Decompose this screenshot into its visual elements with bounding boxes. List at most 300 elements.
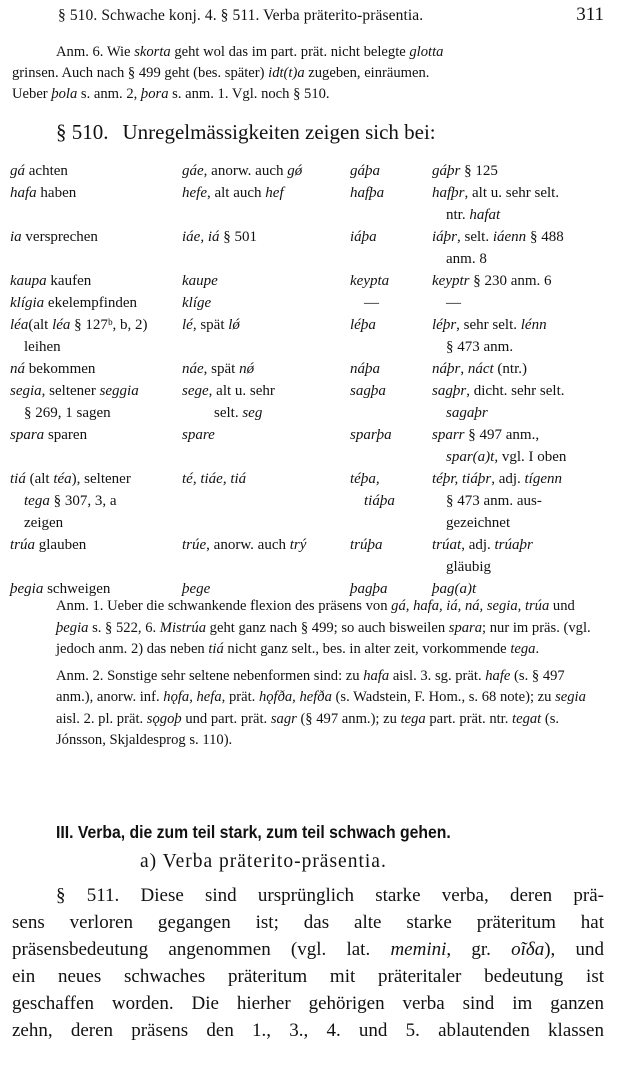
text-run: leihen xyxy=(24,339,61,355)
verb-row xyxy=(10,292,604,314)
cell-line xyxy=(350,358,432,380)
text-run: sǫgoþ xyxy=(146,710,182,727)
text-run: (s. § 497 anm.), anorw. inf. xyxy=(56,667,565,705)
text-run: ná xyxy=(10,361,25,377)
verb-cell xyxy=(350,468,432,534)
text-run: gezeichnet xyxy=(446,515,511,531)
text-run: hafe xyxy=(485,667,511,684)
verb-cell xyxy=(350,270,432,292)
cell-line xyxy=(432,248,604,270)
cell-line xyxy=(432,490,604,512)
text-run: , alt u. sehr selt. xyxy=(464,185,560,201)
text-run: sege xyxy=(182,383,209,399)
verb-cell xyxy=(10,270,182,292)
text-run: ein neues schwaches präteritum mit präteritaler bedeutung ist xyxy=(12,966,604,987)
verb-row xyxy=(10,270,604,292)
verb-cell xyxy=(182,314,350,358)
text-run: klígia xyxy=(10,295,45,311)
verb-forms-table xyxy=(10,160,604,600)
verb-cell xyxy=(432,358,604,380)
verb-cell xyxy=(432,182,604,226)
cell-line xyxy=(10,490,182,512)
text-run: — xyxy=(364,295,379,311)
text-run: þola xyxy=(51,86,78,102)
verb-cell xyxy=(350,380,432,424)
cell-line xyxy=(432,182,604,204)
text-run: trý xyxy=(289,537,307,553)
text-run: , xyxy=(460,361,468,377)
verb-cell xyxy=(350,182,432,226)
verb-cell xyxy=(10,534,182,578)
verb-cell xyxy=(432,226,604,270)
cell-line xyxy=(350,292,432,314)
text-run: , gr. xyxy=(446,939,512,960)
text-run: trúaþr xyxy=(494,537,533,553)
cell-line xyxy=(432,534,604,556)
text-run: aisl. 2. pl. prät. xyxy=(56,710,147,727)
cell-line xyxy=(432,468,604,490)
cell-line xyxy=(10,160,182,182)
section-510-heading xyxy=(56,120,436,145)
text-run: , seltener xyxy=(41,383,100,399)
text-run: Mistrúa xyxy=(159,619,207,636)
text-run: , dicht. sehr selt. xyxy=(466,383,565,399)
running-head-title: § 510. Schwache konj. 4. § 511. Verba präterito-präsentia. xyxy=(58,7,424,24)
text-run: idt(t)a xyxy=(268,65,305,81)
cell-line xyxy=(350,160,432,182)
text-run: iáþa xyxy=(350,229,377,245)
text-run: glauben xyxy=(35,537,87,553)
text-run: trúþa xyxy=(350,537,383,553)
text-run: hafa xyxy=(363,667,390,684)
notes-510 xyxy=(12,596,604,757)
cell-line xyxy=(182,314,350,336)
text-run: segia xyxy=(555,689,586,705)
text-run: und xyxy=(549,598,575,614)
cell-line xyxy=(350,226,432,248)
cell-line xyxy=(432,556,604,578)
cell-line xyxy=(182,182,350,204)
text-run: § 307, 3, a xyxy=(49,493,117,509)
text-run: skorta xyxy=(134,44,171,60)
cell-line xyxy=(182,160,350,182)
text-run: Anm. 2. Sonstige sehr seltene nebenformen sind: zu xyxy=(56,667,364,684)
cell-line xyxy=(10,270,182,292)
text-line xyxy=(12,963,604,990)
text-run: Anm. 6. Wie xyxy=(56,44,135,60)
text-run: , alt auch xyxy=(206,185,266,201)
text-run: , sehr selt. xyxy=(456,317,521,333)
verb-cell xyxy=(182,160,350,182)
text-run: trúat xyxy=(432,537,462,553)
text-run: präsensbedeutung angenommen (vgl. lat. xyxy=(12,939,391,960)
cell-line xyxy=(432,380,604,402)
text-run: hafþa xyxy=(350,185,385,201)
text-run: gáe xyxy=(182,163,204,179)
text-run: téþr, tiáþr xyxy=(432,471,492,487)
text-run: náþr xyxy=(432,361,461,377)
text-run: iáe, iá xyxy=(182,229,220,245)
text-run: , alt u. sehr xyxy=(208,383,275,399)
verb-cell xyxy=(432,424,604,468)
text-run: , spät xyxy=(192,317,229,333)
text-run: anm. 8 xyxy=(446,251,487,267)
text-run: haben xyxy=(36,185,77,201)
cell-line xyxy=(350,182,432,204)
text-run: , selt. xyxy=(457,229,493,245)
text-run: lǿ xyxy=(228,317,240,333)
text-run: hef xyxy=(265,185,284,201)
verb-cell xyxy=(182,380,350,424)
text-line xyxy=(12,882,604,909)
text-run: gǿ xyxy=(287,163,303,179)
text-run: § 473 anm. aus- xyxy=(446,493,542,509)
verb-cell xyxy=(350,534,432,578)
text-run: ntr. xyxy=(446,207,470,223)
text-run: (alt xyxy=(28,317,53,333)
text-run: tígenn xyxy=(524,471,563,487)
text-run: gläubig xyxy=(446,559,491,575)
note-anm2 xyxy=(12,666,604,752)
verb-cell xyxy=(432,468,604,534)
cell-line xyxy=(350,380,432,402)
verb-cell xyxy=(182,182,350,226)
text-line xyxy=(12,1017,604,1044)
text-run: (§ 497 anm.); zu xyxy=(296,710,401,727)
verb-row xyxy=(10,468,604,534)
text-run: kaufen xyxy=(46,273,92,289)
text-run: und part. prät. xyxy=(181,710,271,727)
text-run: , anorw. auch xyxy=(206,537,290,553)
text-run: léa xyxy=(10,317,29,333)
subheading-a: a) Verba präterito-präsentia. xyxy=(140,851,387,872)
text-run: sagr xyxy=(270,710,297,727)
text-run: þegia xyxy=(56,619,89,636)
cell-line xyxy=(182,402,350,424)
note-anm6 xyxy=(12,42,604,105)
verb-cell xyxy=(182,292,350,314)
text-run: iáenn xyxy=(492,229,527,245)
text-run: klíge xyxy=(182,295,212,311)
text-run: tegat xyxy=(512,710,542,727)
section-number: § 510. xyxy=(56,120,109,144)
text-run: sagþr xyxy=(432,383,467,399)
cell-line xyxy=(10,336,182,358)
verb-cell xyxy=(182,534,350,578)
cell-line xyxy=(10,314,182,336)
text-run: (ntr.) xyxy=(493,361,527,377)
text-run: hafat xyxy=(469,207,501,223)
text-run: (s. Jónsson, Skjaldesprog s. 110). xyxy=(56,710,560,748)
note-line xyxy=(12,84,604,105)
verb-cell xyxy=(10,226,182,270)
cell-line xyxy=(10,380,182,402)
verb-row xyxy=(10,160,604,182)
text-run: tiá xyxy=(10,471,26,487)
text-run: trúe xyxy=(182,537,207,553)
verb-cell xyxy=(182,468,350,534)
verb-cell xyxy=(350,160,432,182)
text-run: § 230 anm. 6 xyxy=(469,273,552,289)
text-run: , anorw. auch xyxy=(203,163,288,179)
text-run: gá, hafa, iá, ná, segia, trúa xyxy=(391,598,550,614)
text-run: . xyxy=(535,641,540,657)
text-run: kaupa xyxy=(10,273,47,289)
text-run: seg xyxy=(242,405,263,421)
verb-cell xyxy=(350,226,432,270)
verb-cell xyxy=(10,292,182,314)
text-run: téa xyxy=(53,471,72,487)
text-run: kaupe xyxy=(182,273,218,289)
cell-line xyxy=(350,534,432,556)
text-run: tega xyxy=(24,493,50,509)
text-run: zeigen xyxy=(24,515,64,531)
cell-line xyxy=(350,468,432,490)
text-run: ; nur im präs. (vgl. jedoch anm. 2) das neben xyxy=(56,619,591,657)
text-run: schweigen xyxy=(43,581,111,597)
text-run: ekelempfinden xyxy=(44,295,138,311)
text-run: , spät xyxy=(203,361,240,377)
verb-row xyxy=(10,380,604,424)
text-run: § 125 xyxy=(460,163,498,179)
cell-line xyxy=(182,534,350,556)
text-line xyxy=(12,990,604,1017)
text-run: sagþa xyxy=(350,383,386,399)
text-run: léa xyxy=(52,317,71,333)
text-run: gáþa xyxy=(350,163,380,179)
cell-line xyxy=(432,512,604,534)
verb-cell xyxy=(10,182,182,226)
section-title: Unregelmässigkeiten zeigen sich bei: xyxy=(122,120,436,144)
text-run: bekommen xyxy=(25,361,96,377)
cell-line xyxy=(182,292,350,314)
verb-cell xyxy=(10,358,182,380)
text-run: part. prät. ntr. xyxy=(425,710,513,727)
text-line xyxy=(12,936,604,963)
text-run: § 501 xyxy=(219,229,257,245)
chapter-heading-III: III. Verba, die zum teil stark, zum teil schwach gehen. xyxy=(56,822,451,842)
text-run: § 488 xyxy=(526,229,564,245)
cell-line xyxy=(10,292,182,314)
verb-row xyxy=(10,182,604,226)
text-run: geschaffen worden. Die hierher gehörigen verba sind im ganzen xyxy=(12,993,604,1014)
verb-cell xyxy=(350,424,432,468)
text-run: achten xyxy=(25,163,68,179)
cell-line xyxy=(432,292,604,314)
cell-line xyxy=(182,270,350,292)
cell-line xyxy=(432,160,604,182)
verb-cell xyxy=(10,314,182,358)
cell-line xyxy=(432,446,604,468)
text-run: § 127ᵇ, b, 2) xyxy=(70,317,148,333)
verb-row xyxy=(10,314,604,358)
text-run: s. anm. 2, xyxy=(77,86,141,102)
text-run: gá xyxy=(10,163,25,179)
text-run: iáþr xyxy=(432,229,458,245)
verb-cell xyxy=(10,160,182,182)
text-run: selt. xyxy=(214,405,243,421)
verb-cell xyxy=(350,292,432,314)
section-511-text xyxy=(12,882,604,1044)
text-run: zugeben, einräumen. xyxy=(304,65,430,81)
text-run: , prät. xyxy=(221,689,259,705)
verb-cell xyxy=(10,468,182,534)
text-run: geht ganz nach § 499; so auch bisweilen xyxy=(206,619,449,636)
verb-cell xyxy=(432,380,604,424)
text-run: hǫfða, hefða xyxy=(258,689,332,705)
text-run: ), seltener xyxy=(71,471,131,487)
cell-line xyxy=(182,424,350,446)
text-run: oĩδa xyxy=(511,939,545,960)
text-run: seggia xyxy=(99,383,139,399)
cell-line xyxy=(432,358,604,380)
text-run: þora xyxy=(140,86,169,102)
verb-row xyxy=(10,424,604,468)
text-run: Ueber xyxy=(12,86,52,102)
text-run: glotta xyxy=(409,44,444,60)
verb-cell xyxy=(182,358,350,380)
verb-row xyxy=(10,226,604,270)
cell-line xyxy=(10,358,182,380)
text-run: tiáþa xyxy=(364,493,395,509)
text-run: (s. Wadstein, F. Hom., s. 68 note); zu xyxy=(331,689,556,705)
cell-line xyxy=(10,182,182,204)
text-run: , adj. xyxy=(461,537,495,553)
text-run: spar(a)t xyxy=(446,449,495,465)
text-run: tega xyxy=(400,710,426,727)
text-run: lé xyxy=(182,317,193,333)
text-run: náe xyxy=(182,361,204,377)
verb-row xyxy=(10,534,604,578)
text-run: sparþa xyxy=(350,427,392,443)
text-run: spare xyxy=(182,427,215,443)
text-run: s. § 522, 6. xyxy=(88,619,160,636)
verb-cell xyxy=(182,226,350,270)
verb-cell xyxy=(432,270,604,292)
cell-line xyxy=(432,402,604,424)
cell-line xyxy=(10,534,182,556)
text-run: náct xyxy=(467,361,494,377)
cell-line xyxy=(350,270,432,292)
text-run: grinsen. Auch nach § 499 geht (bes. später) xyxy=(12,65,269,81)
text-run: lénn xyxy=(520,317,547,333)
verb-cell xyxy=(432,534,604,578)
text-run: nǿ xyxy=(239,361,255,377)
text-run: spara xyxy=(448,619,483,636)
text-run: geht wol das im part. prät. nicht belegte xyxy=(170,44,410,60)
text-run: léþa xyxy=(350,317,376,333)
text-run: sens verloren gegangen ist; das alte starke präteritum hat xyxy=(12,912,604,933)
text-run: þag(a)t xyxy=(432,581,477,597)
verb-cell xyxy=(350,314,432,358)
note-line xyxy=(12,63,604,84)
cell-line xyxy=(10,226,182,248)
cell-line xyxy=(432,270,604,292)
verb-cell xyxy=(10,380,182,424)
cell-line xyxy=(432,204,604,226)
text-run: memini xyxy=(390,939,447,960)
verb-cell xyxy=(432,314,604,358)
text-run: gáþr xyxy=(432,163,461,179)
cell-line xyxy=(10,424,182,446)
text-run: aisl. 3. sg. prät. xyxy=(389,667,486,684)
text-run: zehn, deren präsens den 1., 3., 4. und 5. ablautenden klassen xyxy=(12,1020,604,1041)
cell-line xyxy=(350,424,432,446)
text-run: þagþa xyxy=(350,581,388,597)
text-run: Anm. 1. Ueber die schwankende flexion des präsens von xyxy=(56,598,392,614)
cell-line xyxy=(182,358,350,380)
verb-cell xyxy=(10,424,182,468)
text-run: sparen xyxy=(44,427,88,443)
note-line xyxy=(12,42,604,63)
text-run: té, tiáe, tiá xyxy=(182,471,247,487)
text-run: s. anm. 1. Vgl. noch § 510. xyxy=(168,86,330,102)
text-run: ), und xyxy=(544,939,604,960)
text-run: þege xyxy=(182,581,211,597)
verb-row xyxy=(10,358,604,380)
text-run: tiá xyxy=(208,641,224,657)
verb-cell xyxy=(182,424,350,468)
text-run: trúa xyxy=(10,537,36,553)
text-run: nicht ganz selt., bes. in alter zeit, vorkommende xyxy=(223,641,511,657)
text-run: § 269, 1 sagen xyxy=(24,405,111,421)
cell-line xyxy=(182,468,350,490)
verb-cell xyxy=(350,358,432,380)
text-run: spara xyxy=(10,427,45,443)
text-run: hafþr xyxy=(432,185,465,201)
text-run: § 511. Diese sind ursprünglich starke verba, deren prä- xyxy=(56,885,604,906)
verb-cell xyxy=(182,270,350,292)
text-run: hefe xyxy=(182,185,207,201)
text-run: sagaþr xyxy=(446,405,488,421)
cell-line xyxy=(432,314,604,336)
cell-line xyxy=(182,380,350,402)
text-run: — xyxy=(446,295,461,311)
text-run: tega xyxy=(510,641,536,657)
text-run: ia xyxy=(10,229,22,245)
text-run: þegia xyxy=(10,581,44,597)
cell-line xyxy=(432,336,604,358)
cell-line xyxy=(350,490,432,512)
text-run: § 497 anm., xyxy=(464,427,540,443)
text-line xyxy=(12,909,604,936)
text-run: segia xyxy=(10,383,42,399)
verb-cell xyxy=(432,160,604,182)
cell-line xyxy=(10,402,182,424)
cell-line xyxy=(10,512,182,534)
text-run: hafa xyxy=(10,185,37,201)
text-run: , adj. xyxy=(491,471,525,487)
verb-cell xyxy=(432,292,604,314)
text-run: keyptr xyxy=(432,273,470,289)
cell-line xyxy=(10,468,182,490)
text-run: sparr xyxy=(432,427,465,443)
cell-line xyxy=(350,314,432,336)
text-run: hǫfa, hefa xyxy=(163,689,222,705)
text-run: keypta xyxy=(350,273,390,289)
text-run: téþa, xyxy=(350,471,380,487)
text-run: versprechen xyxy=(21,229,98,245)
cell-line xyxy=(182,226,350,248)
cell-line xyxy=(432,226,604,248)
note-anm1 xyxy=(12,596,604,661)
text-run: náþa xyxy=(350,361,380,377)
running-head xyxy=(0,4,604,28)
cell-line xyxy=(432,424,604,446)
text-run: (alt xyxy=(25,471,54,487)
text-run: § 473 anm. xyxy=(446,339,514,355)
text-run: , vgl. I oben xyxy=(494,449,567,465)
